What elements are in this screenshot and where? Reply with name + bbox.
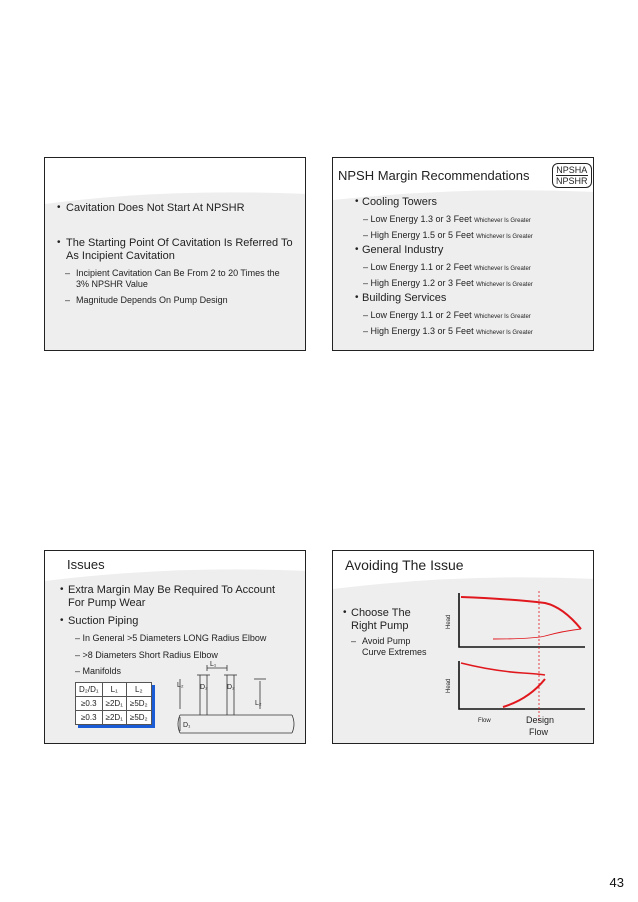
item-note: Whichever Is Greater — [476, 234, 533, 240]
suction-piping-diagram — [170, 659, 300, 741]
item-main: Low Energy 1.3 or 3 Feet — [370, 214, 472, 224]
s1-bullet-2: The Starting Point Of Cavitation Is Referred To As Incipient Cavitation — [66, 237, 293, 262]
logo-bottom: NPSHR — [556, 176, 588, 186]
bullet-dot: • — [343, 607, 347, 618]
table-row — [76, 711, 152, 725]
table-row — [76, 697, 152, 711]
logo-top: NPSHA — [556, 165, 588, 175]
bullet-dot: • — [57, 202, 61, 213]
s1-sub-2: Magnitude Depends On Pump Design — [76, 295, 228, 305]
s2-group-1: Cooling Towers — [362, 196, 438, 208]
slide-title: Avoiding The Issue — [345, 557, 464, 573]
dash: – — [351, 636, 357, 646]
s1-bullet-1: Cavitation Does Not Start At NPSHR — [66, 202, 245, 214]
item-note: Whichever Is Greater — [476, 282, 533, 288]
design-flow-label-2: Flow — [529, 727, 549, 737]
s2-item: – Low Energy 1.1 or 2 Feet Whichever Is Greater — [363, 262, 531, 272]
axis-flow: Flow — [478, 718, 491, 724]
label-l1: L₁ — [210, 661, 217, 668]
pipe-ratio-table — [75, 682, 152, 725]
s2-item: – Low Energy 1.3 or 3 Feet Whichever Is Greater — [363, 214, 531, 224]
table-cell: ≥2D₁ — [102, 711, 126, 725]
sub-text: Manifolds — [82, 666, 122, 676]
slide-1 — [44, 157, 306, 351]
head-curve-bottom — [461, 663, 545, 675]
bullet-dot: • — [355, 292, 359, 303]
item-note: Whichever Is Greater — [474, 218, 531, 224]
table-cell: ≥5D₂ — [126, 711, 151, 725]
s3-bullet-1: Extra Margin May Be Required To Account For Pump Wear — [68, 584, 276, 609]
s2-item: – High Energy 1.5 or 5 Feet Whichever Is Greater — [363, 230, 533, 240]
s3-bullet-2: Suction Piping — [68, 615, 139, 627]
s2-item: – High Energy 1.2 or 3 Feet Whichever Is Greater — [363, 278, 533, 288]
item-main: Low Energy 1.1 or 2 Feet — [370, 262, 472, 272]
pipe-ratio-table-wrap — [75, 682, 152, 725]
bottom-graph-axes — [459, 661, 585, 709]
label-l2-left: L₂ — [177, 682, 184, 689]
slide-4 — [332, 550, 594, 744]
head-curve-top — [461, 597, 581, 629]
s1-sub-1: Incipient Cavitation Can Be From 2 to 20 Times the 3% NPSHR Value — [76, 268, 280, 289]
axis-head-top: Head — [446, 614, 452, 629]
s3-sub: – In General >5 Diameters LONG Radius Elbow — [75, 633, 267, 643]
branch-pipe — [200, 675, 207, 715]
label-l2-right: L₂ — [255, 700, 262, 707]
bullet-dot: • — [355, 244, 359, 255]
bullet-dot: • — [57, 237, 61, 248]
label-d2-right: D₂ — [227, 684, 235, 691]
item-main: High Energy 1.2 or 3 Feet — [370, 278, 474, 288]
bullet-dot: • — [60, 615, 64, 626]
s4-sub: Avoid Pump Curve Extremes — [362, 636, 427, 657]
table-cell: ≥5D₂ — [126, 697, 151, 711]
item-main: Low Energy 1.1 or 2 Feet — [370, 310, 472, 320]
s3-sub: – Manifolds — [75, 666, 122, 676]
s4-bullet: Choose The Right Pump — [351, 607, 411, 632]
table-header-cell: L₂ — [126, 683, 151, 697]
table-header-cell: L₁ — [102, 683, 126, 697]
header-pipe — [180, 715, 292, 733]
item-note: Whichever Is Greater — [476, 330, 533, 336]
npsh-logo — [552, 163, 592, 188]
axis-head-bottom: Head — [446, 678, 452, 693]
s3-sub: – >8 Diameters Short Radius Elbow — [75, 650, 218, 660]
item-note: Whichever Is Greater — [474, 266, 531, 272]
table-cell: ≥0.3 — [76, 697, 103, 711]
sub-text: In General >5 Diameters LONG Radius Elbow — [82, 633, 267, 643]
slide-title: Issues — [67, 557, 105, 572]
bullet-dot: • — [355, 196, 359, 207]
item-main: High Energy 1.3 or 5 Feet — [370, 326, 474, 336]
sub-text: >8 Diameters Short Radius Elbow — [82, 650, 218, 660]
s2-item: – High Energy 1.3 or 5 Feet Whichever Is Greater — [363, 326, 533, 336]
branch-pipe — [227, 675, 234, 715]
item-note: Whichever Is Greater — [474, 314, 531, 320]
table-cell: ≥0.3 — [76, 711, 103, 725]
s2-group-3: Building Services — [362, 292, 447, 304]
page-number: 43 — [609, 875, 624, 890]
table-cell: ≥2D₁ — [102, 697, 126, 711]
item-main: High Energy 1.5 or 5 Feet — [370, 230, 474, 240]
table-header-cell: D₂/D₁ — [76, 683, 103, 697]
label-d2-left: D₂ — [200, 684, 208, 691]
slide-3 — [44, 550, 306, 744]
table-header-row — [76, 683, 152, 697]
s2-item: – Low Energy 1.1 or 2 Feet Whichever Is Greater — [363, 310, 531, 320]
s2-group-2: General Industry — [362, 244, 444, 256]
bullet-dot: • — [60, 584, 64, 595]
slide-title: NPSH Margin Recommendations — [338, 168, 530, 183]
dash: – — [65, 268, 71, 278]
design-flow-label-1: Design — [526, 715, 555, 725]
system-curve-top — [493, 629, 581, 639]
pump-curve-graphs — [433, 581, 593, 744]
dash: – — [65, 295, 71, 305]
label-d1: D₁ — [183, 722, 191, 729]
slide-2 — [332, 157, 594, 351]
